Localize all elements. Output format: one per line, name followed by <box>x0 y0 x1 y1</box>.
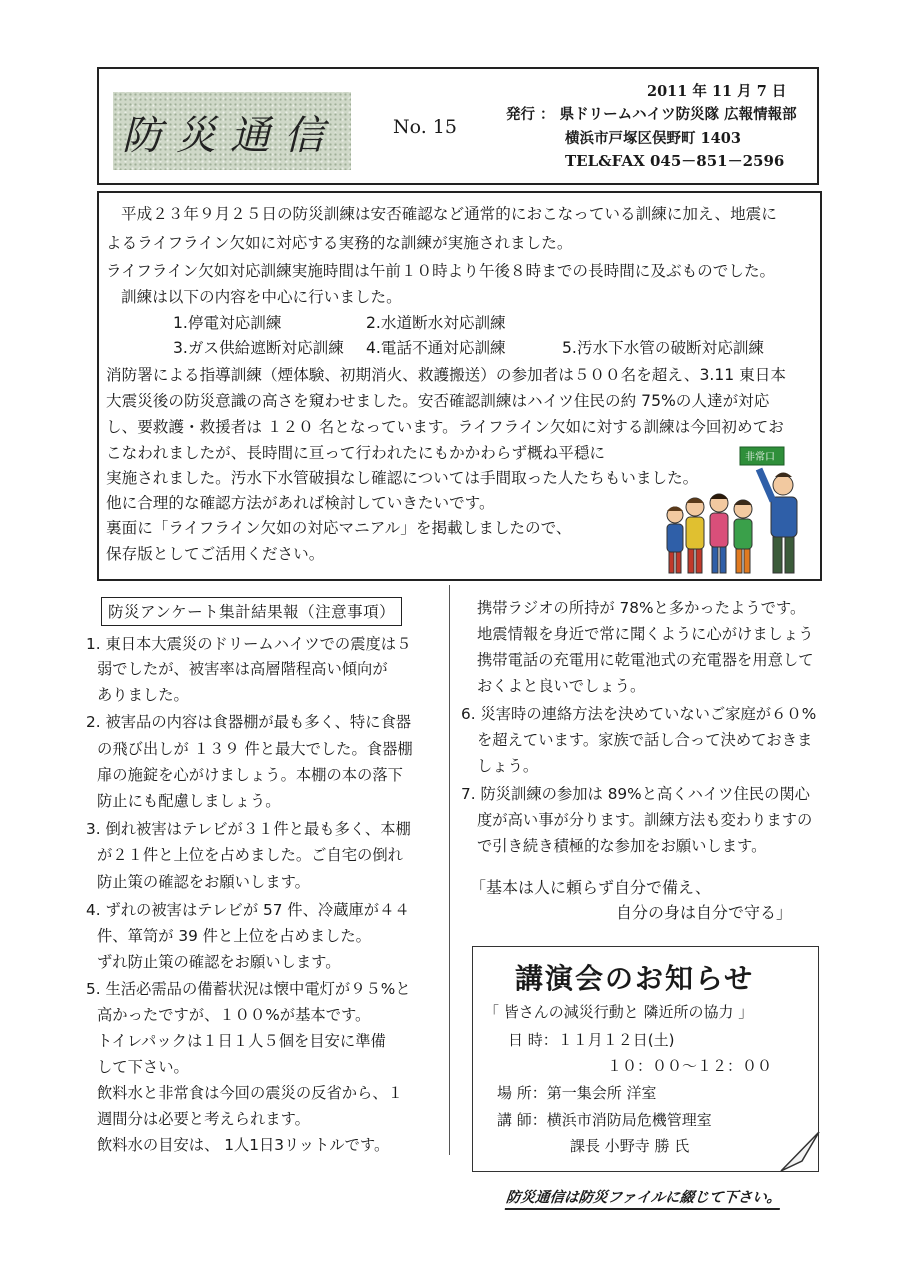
lecture-title: 講演会のお知らせ <box>515 962 755 995</box>
issue-date: 2011 年 11 月 7 日 <box>647 83 787 100</box>
survey-line: しょう。 <box>477 757 539 775</box>
training-item: 4.電話不通対応訓練 <box>366 339 506 357</box>
newsletter-title: 防災通信 <box>122 113 338 159</box>
intro-line: し、要救護・救援者は １２０ 名となっています。ライフライン欠如に対する訓練は今回初めてお <box>106 418 784 436</box>
lecture-date: 日 時：１１月１２日(土) <box>508 1031 675 1049</box>
page-curl-icon <box>780 1131 820 1173</box>
survey-line: 週間分は必要と考えられます。 <box>97 1110 310 1128</box>
exit-sign-icon <box>740 447 784 465</box>
lecture-speaker: 講 師：横浜市消防局危機管理室 <box>497 1111 712 1129</box>
training-item: 1.停電対応訓練 <box>173 314 282 332</box>
intro-line: 大震災後の防災意識の高さを窺わせました。安否確認訓練はハイツ住民の約 75%の人達が対応 <box>106 392 770 410</box>
intro-line: 裏面に「ライフライン欠如の対応マニアル」を掲載しましたので、 <box>106 519 572 537</box>
lecture-topic: 「 皆さんの減災行動と 隣近所の協力 」 <box>484 1003 754 1021</box>
tel-fax: TEL&FAX 045－851－2596 <box>565 152 785 170</box>
publisher: 発行 ： 県ドリームハイツ防災隊 広報情報部 <box>506 106 797 123</box>
survey-line: 5. 生活必需品の備蓄状況は懐中電灯が９５%と <box>86 980 411 998</box>
lecture-speaker-name: 課長 小野寺 勝 氏 <box>570 1137 690 1155</box>
survey-line: 6. 災害時の連絡方法を決めていないご家庭が６０% <box>461 705 817 723</box>
survey-line: 防止策の確認をお願いします。 <box>97 873 310 891</box>
intro-line: ライフライン欠如対応訓練実施時間は午前１０時より午後８時までの長時間に及ぶものでした。 <box>106 262 776 280</box>
survey-line: 1. 東日本大震災のドリームハイツでの震度は５ <box>86 635 412 653</box>
survey-line: して下さい。 <box>97 1058 189 1076</box>
survey-line: が２１件と上位を占めました。ご自宅の倒れ <box>97 846 403 864</box>
survey-line: 扉の施錠を心がけましょう。本棚の本の落下 <box>97 766 403 784</box>
survey-line: 3. 倒れ被害はテレビが３１件と最も多く、本棚 <box>86 820 411 838</box>
survey-line: 携帯ラジオの所持が 78%と多かったようです。 <box>477 599 806 617</box>
survey-heading: 防災アンケート集計結果報（注意事項） <box>101 597 402 626</box>
survey-line: ずれ防止策の確認をお願いします。 <box>97 953 341 971</box>
survey-line: 度が高い事が分ります。訓練方法も変わりますの <box>477 811 813 829</box>
lecture-place: 場 所：第一集会所 洋室 <box>497 1084 657 1102</box>
exit-sign-label: 非常口 <box>745 452 775 463</box>
training-item: 3.ガス供給遮断対応訓練 <box>173 339 344 357</box>
survey-line: 件、箪笥が 39 件と上位を占めました。 <box>97 927 371 945</box>
survey-line: 携帯電話の充電用に乾電池式の充電器を用意して <box>477 651 814 669</box>
issue-number: No. 15 <box>393 116 457 138</box>
intro-line: 平成２３年９月２５日の防災訓練は安否確認など通常的におこなっている訓練に加え、地震に <box>121 205 777 223</box>
intro-line: よるライフライン欠如に対応する実務的な訓練が実施されました。 <box>106 234 573 252</box>
survey-line: 飲料水の目安は、 1人1日3リットルです。 <box>97 1136 390 1154</box>
intro-line: 消防署による指導訓練（煙体験、初期消火、救護搬送）の参加者は５００名を超え、3.11 東日本 <box>106 366 786 384</box>
intro-line: こなわれましたが、長時間に亘って行われたにもかかわらず概ね平穏に <box>106 444 606 462</box>
survey-line: を超えています。家族で話し合って決めておきま <box>477 731 813 749</box>
survey-line: 2. 被害品の内容は食器棚が最も多く、特に食器 <box>86 713 412 731</box>
adult-figure-icon <box>759 469 797 573</box>
lecture-time: １０：００～１２：００ <box>607 1057 773 1075</box>
survey-line: で引き続き積極的な参加をお願いします。 <box>477 837 767 855</box>
survey-line: 防止にも配慮しましょう。 <box>97 792 281 810</box>
survey-line: 高かったですが、１００%が基本です。 <box>97 1006 371 1024</box>
evacuation-illustration <box>655 445 825 580</box>
survey-line: 弱でしたが、被害率は高層階程高い傾向が <box>97 660 388 678</box>
survey-line: 4. ずれの被害はテレビが 57 件、冷蔵庫が４４ <box>86 901 410 919</box>
survey-line: 地震情報を身近で常に聞くように心がけましょう <box>477 625 814 643</box>
survey-line: 飲料水と非常食は今回の震災の反省から、１ <box>97 1084 403 1102</box>
column-divider <box>449 585 450 1155</box>
survey-line: トイレパックは１日１人５個を目安に準備 <box>97 1032 386 1050</box>
slogan-line: 自分の身は自分で守る」 <box>616 903 793 922</box>
intro-line: 訓練は以下の内容を中心に行いました。 <box>121 288 402 306</box>
survey-line: おくよと良いでしょう。 <box>477 677 646 695</box>
training-item: 5.汚水下水管の破断対応訓練 <box>562 339 765 357</box>
address: 横浜市戸塚区俣野町 1403 <box>565 130 741 147</box>
children-figures-icon <box>667 494 752 573</box>
survey-line: 7. 防災訓練の参加は 89%と高くハイツ住民の関心 <box>461 785 810 803</box>
slogan-line: 「基本は人に頼らず自分で備え、 <box>470 878 711 897</box>
intro-line: 保存版としてご活用ください。 <box>106 545 325 563</box>
intro-line: 実施されました。汚水下水管破損なし確認については手間取った人たちもいました。 <box>106 469 699 487</box>
footer-note: 防災通信は防災ファイルに綴じて下さい。 <box>505 1186 783 1210</box>
survey-line: ありました。 <box>97 686 189 704</box>
survey-line: の飛び出しが １３９ 件と最大でした。食器棚 <box>97 740 413 758</box>
intro-line: 他に合理的な確認方法があれば検討していきたいです。 <box>106 494 495 512</box>
training-item: 2.水道断水対応訓練 <box>366 314 506 332</box>
